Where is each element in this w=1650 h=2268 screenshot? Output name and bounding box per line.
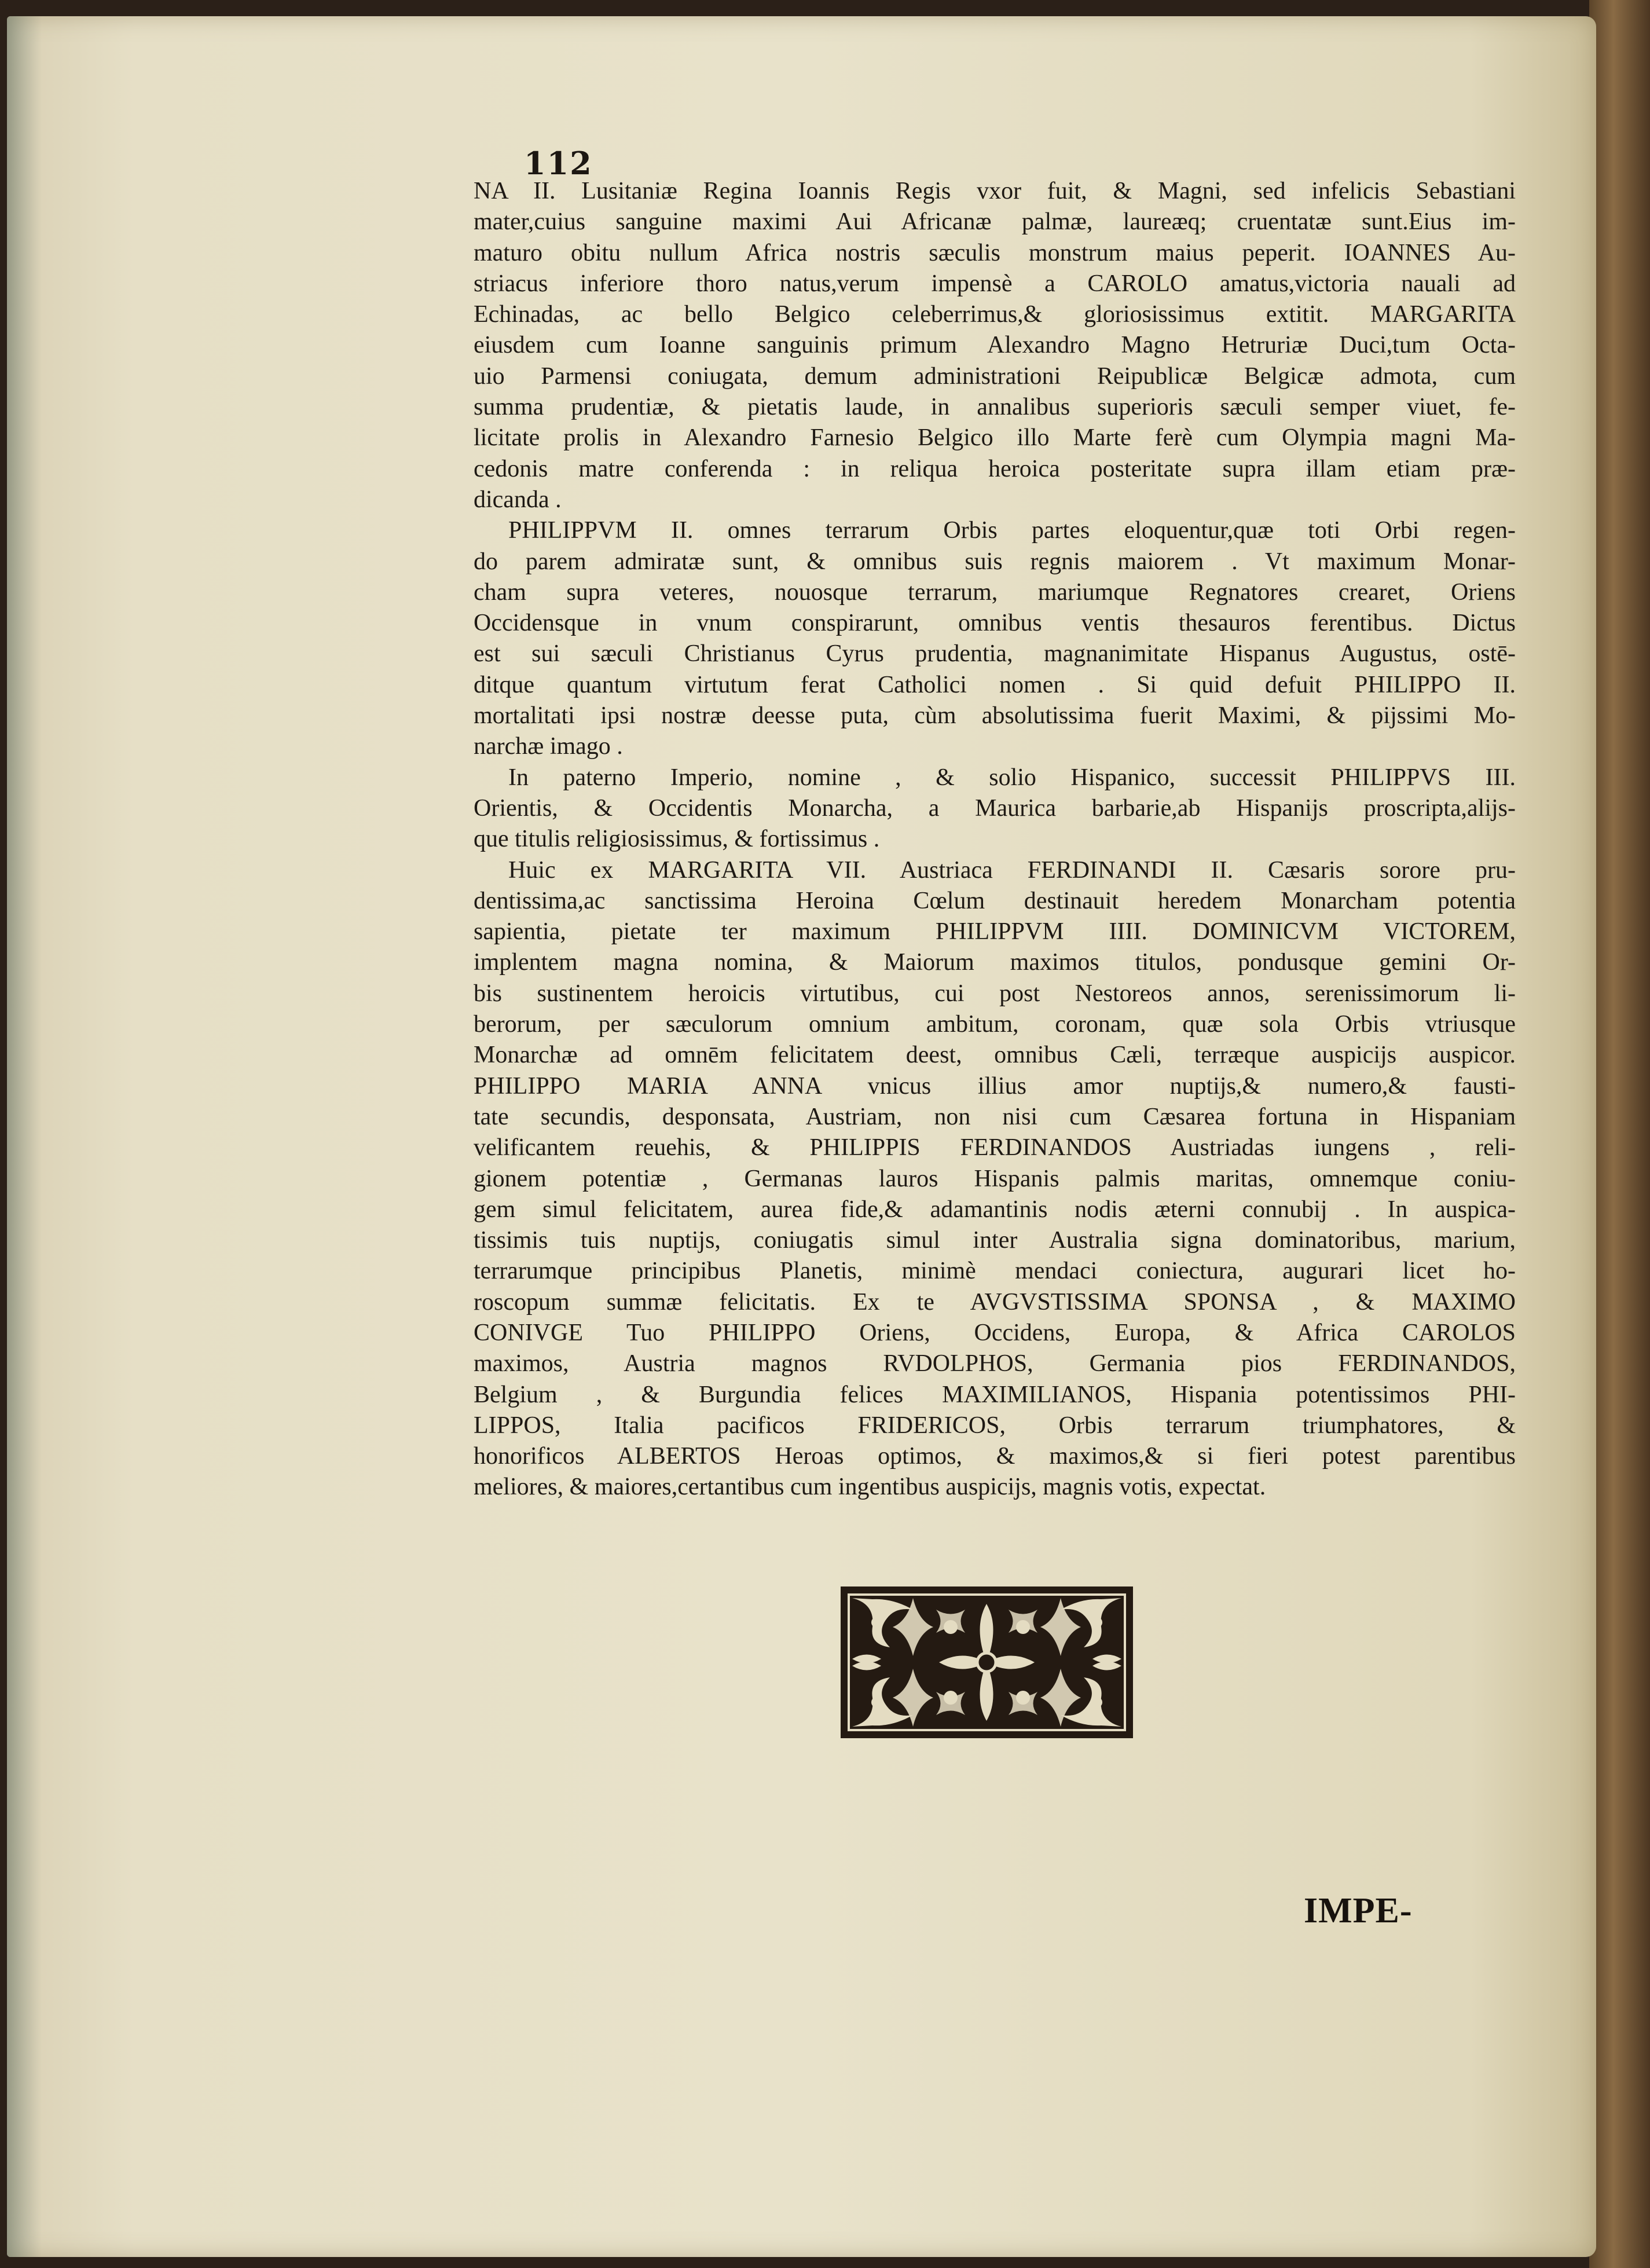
text-line: est sui sæculi Christianus Cyrus prudentia, magnanimitate Hispanus Augustus, ostē- <box>474 640 1516 668</box>
catchword: IMPE- <box>1304 1891 1413 1930</box>
text-line: implentem magna nomina, & Maiorum maximos titulos, pondusque gemini Or- <box>474 949 1516 976</box>
text-line: Huic ex MARGARITA VII. Austriaca FERDINANDI II. Cæsaris sorore pru- <box>508 856 1516 884</box>
text-line: cham supra veteres, nouosque terrarum, mariumque Regnatores crearet, Oriens <box>474 578 1516 606</box>
text-line: NA II. Lusitaniæ Regina Ioannis Regis vxor fuit, & Magni, sed infelicis Sebastiani <box>474 178 1516 204</box>
text-line: meliores, & maiores,certantibus cum ingentibus auspicijs, magnis votis, expectat. <box>474 1474 1266 1501</box>
text-line: striacus inferiore thoro natus,verum impensè a CAROLO amatus,victoria nauali ad <box>474 270 1516 297</box>
gutter-shadow <box>7 16 42 2257</box>
text-line: terrarumque principibus Planetis, minimè mendaci coniectura, augurari licet ho- <box>474 1258 1516 1285</box>
text-line: summa prudentiæ, & pietatis laude, in annalibus superioris sæculi semper viuet, fe- <box>474 394 1516 421</box>
text-line: CONIVGE Tuo PHILIPPO Oriens, Occidens, Europa, & Africa CAROLOS <box>474 1319 1516 1346</box>
text-line: PHILIPPVM II. omnes terrarum Orbis partes eloquentur,quæ toti Orbi regen- <box>508 517 1516 544</box>
paragraph-1 <box>474 176 1516 515</box>
text-line: licitate prolis in Alexandro Farnesio Belgico illo Marte ferè cum Olympia magni Ma- <box>474 424 1516 452</box>
text-line: dentissima,ac sanctissima Heroina Cœlum destinauit heredem Monarcham potentia <box>474 887 1516 914</box>
text-line: gionem potentiæ , Germanas lauros Hispanis palmis maritas, omnemque coniu- <box>474 1165 1516 1192</box>
text-line: maturo obitu nullum Africa nostris sæculis monstrum maius peperit. IOANNES Au- <box>474 239 1516 266</box>
text-line: mater,cuius sanguine maximi Aui Africanæ palmæ, laureæq; cruentatæ sunt.Eius im- <box>474 208 1516 236</box>
text-line: que titulis religiosissimus, & fortissimus . <box>474 826 880 853</box>
text-line: roscopum summæ felicitatis. Ex te AVGVSTISSIMA SPONSA , & MAXIMO <box>474 1288 1516 1316</box>
text-line: velificantem reuehis, & PHILIPPIS FERDINANDOS Austriadas iungens , reli- <box>474 1134 1516 1162</box>
page-number: 112 <box>524 145 593 182</box>
text-line: berorum, per sæculorum omnium ambitum, coronam, quæ sola Orbis vtriusque <box>474 1011 1516 1038</box>
text-line: Orientis, & Occidentis Monarcha, a Maurica barbarie,ab Hispanijs proscripta,alijs- <box>474 794 1516 822</box>
text-line: maximos, Austria magnos RVDOLPHOS, Germania pios FERDINANDOS, <box>474 1350 1516 1377</box>
text-line: uio Parmensi coniugata, demum administrationi Reipublicæ Belgicæ admota, cum <box>474 362 1516 390</box>
paragraph-2 <box>474 515 1516 762</box>
paragraph-4 <box>474 855 1516 1503</box>
text-line: mortalitati ipsi nostræ deesse puta, cùm absolutissima fuerit Maximi, & pijssimi Mo- <box>474 702 1516 730</box>
text-line: PHILIPPO MARIA ANNA vnicus illius amor nuptijs,& numero,& fausti- <box>474 1072 1516 1100</box>
text-line: gem simul felicitatem, aurea fide,& adamantinis nodis æterni connubij . In auspica- <box>474 1196 1516 1223</box>
text-line: tate secundis, desponsata, Austriam, non nisi cum Cæsarea fortuna in Hispaniam <box>474 1103 1516 1130</box>
text-line: In paterno Imperio, nomine , & solio Hispanico, successit PHILIPPVS III. <box>508 764 1516 791</box>
text-line: bis sustinentem heroicis virtutibus, cui post Nestoreos annos, serenissimorum li- <box>474 980 1516 1007</box>
text-line: honorificos ALBERTOS Heroas optimos, & maximos,& si fieri potest parentibus <box>474 1443 1516 1470</box>
book-edge <box>1589 0 1650 2268</box>
text-line: tissimis tuis nuptijs, coniugatis simul inter Australia signa dominatoribus, marium, <box>474 1227 1516 1254</box>
woodcut-ornament-icon <box>841 1586 1133 1738</box>
paragraph-3 <box>474 763 1516 855</box>
body-text <box>474 176 1516 1503</box>
text-line: Occidensque in vnum conspirarunt, omnibus ventis thesauros ferentibus. Dictus <box>474 610 1516 637</box>
text-line: Echinadas, ac bello Belgico celeberrimus,& gloriosissimus extitit. MARGARITA <box>474 301 1516 328</box>
text-line: dicanda . <box>474 486 562 513</box>
text-line: ditque quantum virtutum ferat Catholici nomen . Si quid defuit PHILIPPO II. <box>474 671 1516 698</box>
text-line: do parem admiratæ sunt, & omnibus suis regnis maiorem . Vt maximum Monar- <box>474 548 1516 575</box>
text-line: Belgium , & Burgundia felices MAXIMILIANOS, Hispania potentissimos PHI- <box>474 1381 1516 1408</box>
text-line: eiusdem cum Ioanne sanguinis primum Alexandro Magno Hetruriæ Duci,tum Octa- <box>474 332 1516 359</box>
show-through-marginalia <box>342 191 428 284</box>
text-line: cedonis matre conferenda : in reliqua heroica posteritate supra illam etiam præ- <box>474 455 1516 482</box>
text-line: Monarchæ ad omnēm felicitatem deest, omnibus Cæli, terræque auspicijs auspicor. <box>474 1042 1516 1069</box>
text-line: narchæ imago . <box>474 733 623 760</box>
text-line: sapientia, pietate ter maximum PHILIPPVM IIII. DOMINICVM VICTOREM, <box>474 918 1516 946</box>
text-line: LIPPOS, Italia pacificos FRIDERICOS, Orbis terrarum triumphatores, & <box>474 1412 1516 1439</box>
